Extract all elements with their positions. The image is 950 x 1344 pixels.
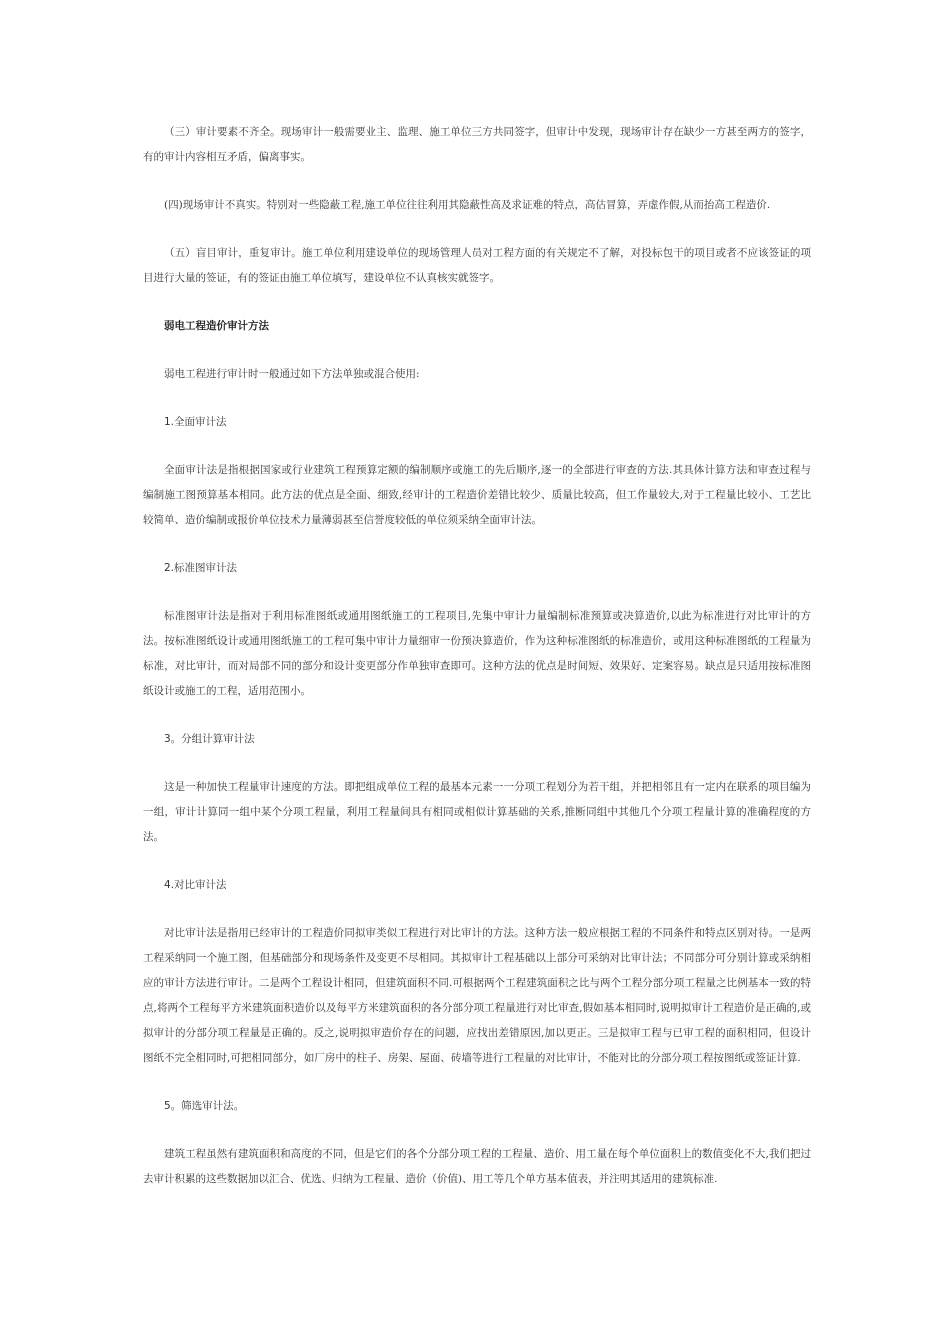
method-4-title: 4.对比审计法 <box>164 879 227 891</box>
method-3-title: 3。分组计算审计法 <box>164 733 255 745</box>
method-4-body: 对比审计法是指用已经审计的工程造价同拟审类似工程进行对比审计的方法。这种方法一般应根据工程的不同条件和特点区别对待。一是两工程采纳同一个施工图，但基础部分和现场条件及变更不尽相同。其拟审计工程基础以上部分可采纳对比审计法；不同部分可分别计算或采纳相应的审计方法进行审计。二是两个工程设计相同，但建筑面积不同.可根据两个工程建筑面积之比与两个工程分部分项工程量之比例基本一致的特点,将两个工程每平方米建筑面积造价以及每平方米建筑面积的各分部分项工程量进行对比审查,假如基本相同时,说明拟审计工程造价是正确的,或拟审计的分部分项工程量是正确的。反之,说明拟审造价存在的问题，应找出差错原因,加以更正。三是拟审工程与已审工程的面积相同，但设计图纸不完全相同时,可把相同部分，如厂房中的柱子、房架、屋面、砖墙等进行工程量的对比审计，不能对比的分部分项工程按图纸或签证计算. <box>143 927 811 1064</box>
section-heading: 弱电工程造价审计方法 <box>164 320 269 332</box>
method-5-body: 建筑工程虽然有建筑面积和高度的不同，但是它们的各个分部分项工程的工程量、造价、用工量在每个单位面积上的数值变化不大,我们把过去审计积累的这些数据加以汇合、优选、归纳为工程量、造价（价值)、用工等几个单方基本值表，并注明其适用的建筑标准. <box>143 1148 811 1185</box>
paragraph-intro: 弱电工程进行审计时一般通过如下方法单独或混合使用: <box>164 368 420 380</box>
method-1-body: 全面审计法是指根据国家或行业建筑工程预算定额的编制顺序或施工的先后顺序,逐一的全部进行审查的方法.其具体计算方法和审查过程与编制施工图预算基本相同。此方法的优点是全面、细致,经审计的工程造价差错比较少、质量比较高，但工作量较大,对于工程量比较小、工艺比较简单、造价编制或报价单位技术力量薄弱甚至信誉度较低的单位须采纳全面审计法。 <box>143 464 811 526</box>
paragraph-incomplete-elements: （三）审计要素不齐全。现场审计一般需要业主、监理、施工单位三方共同签字，但审计中发现，现场审计存在缺少一方甚至两方的签字，有的审计内容相互矛盾，偏离事实。 <box>143 126 811 163</box>
method-5-title: 5。筛选审计法。 <box>164 1100 245 1112</box>
paragraph-untrue-audit: (四)现场审计不真实。特别对一些隐蔽工程,施工单位往往利用其隐蔽性高及求证难的特点，高估冒算，弄虚作假,从而抬高工程造价. <box>164 199 771 211</box>
method-2-body: 标准图审计法是指对于利用标准图纸或通用图纸施工的工程项目,先集中审计力量编制标准预算或决算造价,以此为标准进行对比审计的方法。按标准图纸设计或通用图纸施工的工程可集中审计力量细审一份预决算造价，作为这种标准图纸的标准造价，或用这种标准图纸的工程量为标准，对比审计，而对局部不同的部分和设计变更部分作单独审查即可。这种方法的优点是时间短、效果好、定案容易。缺点是只适用按标准图纸设计或施工的工程，适用范围小。 <box>143 610 811 697</box>
method-1-title: 1.全面审计法 <box>164 416 227 428</box>
document-page <box>143 120 811 1215</box>
method-3-body: 这是一种加快工程量审计速度的方法。即把组成单位工程的最基本元素一一分项工程划分为若干组，并把相邻且有一定内在联系的项目编为一组，审计计算同一组中某个分项工程量，利用工程量间具有相同或相似计算基础的关系,推断同组中其他几个分项工程量计算的准确程度的方法。 <box>143 781 811 843</box>
paragraph-blind-audit: （五）盲目审计，重复审计。施工单位利用建设单位的现场管理人员对工程方面的有关规定不了解，对投标包干的项目或者不应该签证的项目进行大量的签证，有的签证由施工单位填写，建设单位不认真核实就签字。 <box>143 247 811 284</box>
method-2-title: 2.标准图审计法 <box>164 562 238 574</box>
